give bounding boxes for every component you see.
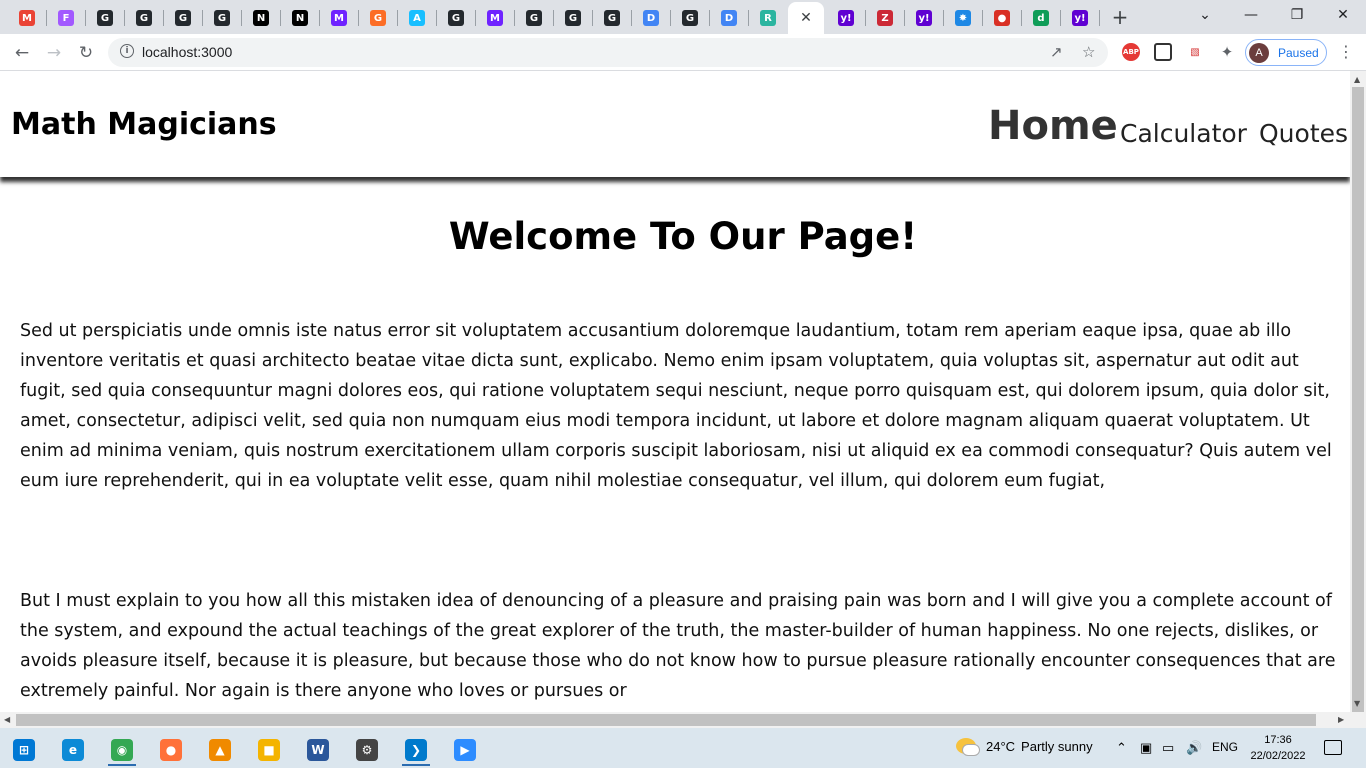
yahoo-icon: y!: [838, 10, 854, 26]
browser-tab[interactable]: [827, 4, 865, 32]
browser-tab[interactable]: [8, 4, 46, 32]
vertical-scrollbar[interactable]: [1350, 71, 1366, 712]
taskbar-app[interactable]: [151, 734, 191, 766]
red-extension-icon[interactable]: ▧: [1186, 43, 1204, 61]
google-docs-icon: D: [643, 10, 659, 26]
colorful-app-icon: ✸: [955, 10, 971, 26]
clock-date: 22/02/2022: [1250, 750, 1306, 762]
file-explorer-icon: ■: [258, 739, 280, 761]
browser-tab[interactable]: [320, 4, 358, 32]
windows-start-icon: ⊞: [13, 739, 35, 761]
browser-tab[interactable]: [242, 4, 280, 32]
network-icon[interactable]: ▣: [1140, 740, 1153, 755]
github-icon: G: [565, 10, 581, 26]
nav-link-quotes[interactable]: Quotes: [1259, 119, 1349, 148]
google-docs-icon: D: [721, 10, 737, 26]
github-icon: G: [526, 10, 542, 26]
word-icon: W: [307, 739, 329, 761]
firefox-icon: ●: [160, 739, 182, 761]
airtable-icon: A: [409, 10, 425, 26]
windows-taskbar: [0, 728, 1366, 768]
browser-tab[interactable]: [125, 4, 163, 32]
close-icon[interactable]: ✕: [800, 10, 812, 26]
yahoo-icon: y!: [1072, 10, 1088, 26]
profile-button[interactable]: [1245, 39, 1327, 66]
restore-icon[interactable]: ❐: [1290, 7, 1304, 23]
taskbar-app[interactable]: [298, 734, 338, 766]
browser-tab[interactable]: [164, 4, 202, 32]
chrome-icon: ◉: [111, 739, 133, 761]
horizontal-scroll-thumb[interactable]: [16, 714, 1316, 726]
profile-status: Paused: [1278, 45, 1319, 60]
nav-link-home[interactable]: Home: [988, 103, 1118, 149]
record-icon: ●: [994, 10, 1010, 26]
vlc-icon: ▲: [209, 739, 231, 761]
browser-tab[interactable]: [866, 4, 904, 32]
site-header: [0, 71, 1350, 177]
site-title: Math Magicians: [11, 107, 277, 142]
taskbar-app[interactable]: [396, 734, 436, 766]
adblock-plus-icon[interactable]: ABP: [1122, 43, 1140, 61]
gmail-icon: M: [19, 10, 35, 26]
page-heading: Welcome To Our Page!: [448, 215, 918, 258]
tab-search-icon[interactable]: ⌄: [1199, 7, 1211, 23]
browser-tab[interactable]: [47, 4, 85, 32]
weather-temp: 24°C: [986, 738, 1016, 754]
browser-tab[interactable]: [476, 4, 514, 32]
share-icon[interactable]: ↗: [1050, 43, 1063, 61]
microverse-icon: M: [487, 10, 503, 26]
forward-icon[interactable]: →: [46, 43, 62, 63]
browser-tab[interactable]: [671, 4, 709, 32]
github-icon: G: [448, 10, 464, 26]
notion-icon: N: [253, 10, 269, 26]
taskbar-app[interactable]: [4, 734, 44, 766]
browser-tab-strip: [0, 0, 1366, 34]
browser-tab[interactable]: [905, 4, 943, 32]
clock[interactable]: [1248, 732, 1308, 764]
extensions-puzzle-icon[interactable]: ✦: [1218, 43, 1236, 61]
address-bar[interactable]: [108, 38, 1108, 67]
paragraph-1: Sed ut perspiciatis unde omnis iste natus error sit voluptatem accusantium doloremque laudantium, totam rem aperiam eaque ipsa, quae ab illo inventore veritatis et quasi architecto beatae vitae dicta sunt, explicabo. Nemo enim ipsam voluptatem, quia voluptas sit, aspernatur aut odit aut fugit, sed quia consequuntur magni dolores eos, qui ratione voluptatem sequi nesciunt, neque porro quisquam est, qui dolorem ipsum, quia dolor sit, amet, consectetur, adipisci velit, sed quia non numquam eius modi tempora incidunt, ut labore et dolore magnam aliquam quaerat voluptatem. Ut enim ad minima veniam, quis nostrum exercitationem ullam corporis suscipit laboriosam, nisi ut aliquid ex ea commodi consequatur? Quis autem vel eum iure reprehenderit, qui in ea voluptate velit esse, quam nihil molestiae consequatur, vel illum, qui dolorem eum fugiat,: [20, 321, 1332, 491]
horizontal-scrollbar[interactable]: [0, 712, 1350, 728]
browser-tab[interactable]: [710, 4, 748, 32]
github-icon: G: [97, 10, 113, 26]
tray-chevron-icon[interactable]: ⌃: [1116, 740, 1127, 755]
browser-tab[interactable]: [554, 4, 592, 32]
active-tab[interactable]: [788, 2, 824, 34]
new-tab-button[interactable]: +: [1111, 5, 1129, 29]
browser-tab[interactable]: [1061, 4, 1099, 32]
browser-tab[interactable]: [359, 4, 397, 32]
browser-tab[interactable]: [515, 4, 553, 32]
scroll-right-icon[interactable]: ▶: [1338, 715, 1345, 724]
taskbar-app[interactable]: [53, 734, 93, 766]
browser-tab[interactable]: [281, 4, 319, 32]
github-icon: G: [175, 10, 191, 26]
language-indicator[interactable]: ENG: [1212, 740, 1239, 754]
scroll-left-icon[interactable]: ◀: [4, 715, 11, 724]
settings-icon: ⚙: [356, 739, 378, 761]
github-icon: G: [136, 10, 152, 26]
scroll-up-icon[interactable]: ▲: [1354, 75, 1361, 84]
clock-time: 17:36: [1264, 734, 1292, 746]
react-icon: R: [760, 10, 776, 26]
browser-tab[interactable]: [398, 4, 436, 32]
window-close-icon[interactable]: ✕: [1337, 7, 1349, 23]
notion-icon: N: [292, 10, 308, 26]
browser-tab[interactable]: [203, 4, 241, 32]
avatar: A: [1249, 43, 1269, 63]
taskbar-app[interactable]: [445, 734, 485, 766]
browser-toolbar: [0, 34, 1366, 71]
tab-separator: [1099, 10, 1100, 26]
github-icon: G: [604, 10, 620, 26]
deepl-icon: d: [1033, 10, 1049, 26]
reload-icon[interactable]: ↻: [78, 43, 94, 63]
edge-icon: e: [62, 739, 84, 761]
zotero-icon: Z: [877, 10, 893, 26]
notifications-icon[interactable]: [1324, 740, 1342, 755]
browser-tab[interactable]: [749, 4, 787, 32]
bookmark-star-icon[interactable]: ☆: [1082, 43, 1096, 61]
page-viewport: [0, 71, 1350, 712]
github-icon: G: [682, 10, 698, 26]
vertical-scroll-thumb[interactable]: [1352, 87, 1364, 717]
browser-tab[interactable]: [983, 4, 1021, 32]
microverse-icon: M: [331, 10, 347, 26]
browser-tab[interactable]: [437, 4, 475, 32]
zoom-icon: ▶: [454, 739, 476, 761]
partly-sunny-icon: [956, 738, 976, 754]
taskbar-app[interactable]: [200, 734, 240, 766]
taskbar-app[interactable]: [347, 734, 387, 766]
taskbar-app[interactable]: [249, 734, 289, 766]
github-icon: G: [214, 10, 230, 26]
browser-tab[interactable]: [1022, 4, 1060, 32]
browser-tab[interactable]: [632, 4, 670, 32]
volume-icon[interactable]: 🔊: [1186, 740, 1203, 755]
browser-menu-icon[interactable]: ⋮: [1338, 42, 1354, 61]
shield-extension-icon[interactable]: [1154, 43, 1172, 61]
yahoo-icon: y!: [916, 10, 932, 26]
scroll-down-icon[interactable]: ▼: [1354, 699, 1361, 708]
url-text[interactable]: localhost:3000: [142, 44, 233, 60]
vscode-icon: ❯: [405, 739, 427, 761]
paragraph-2: But I must explain to you how all this mistaken idea of denouncing of a pleasure and praising pain was born and I will give you a complete account of the system, and expound the actual teachings of the great explorer of the truth, the master-builder of human happiness. No one rejects, dislikes, or avoids pleasure itself, because it is pleasure, but because those who do not know how to pursue pleasure rationally encounter consequences that are extremely painful. Nor again is there anyone who loves or pursues or: [20, 591, 1336, 701]
browser-tab[interactable]: [86, 4, 124, 32]
weather-widget[interactable]: [956, 738, 1093, 754]
gitlab-icon: G: [370, 10, 386, 26]
weather-desc: Partly sunny: [1021, 738, 1093, 754]
taskbar-app[interactable]: [102, 734, 142, 766]
back-icon[interactable]: ←: [14, 43, 30, 63]
battery-icon[interactable]: ▭: [1162, 740, 1175, 755]
browser-tab[interactable]: [593, 4, 631, 32]
browser-tab[interactable]: [944, 4, 982, 32]
figma-icon: F: [58, 10, 74, 26]
nav-link-calculator[interactable]: Calculator: [1120, 119, 1247, 148]
scrollbar-corner: [1350, 712, 1366, 728]
minimize-icon[interactable]: —: [1244, 7, 1258, 23]
site-info-icon[interactable]: i: [120, 44, 134, 58]
